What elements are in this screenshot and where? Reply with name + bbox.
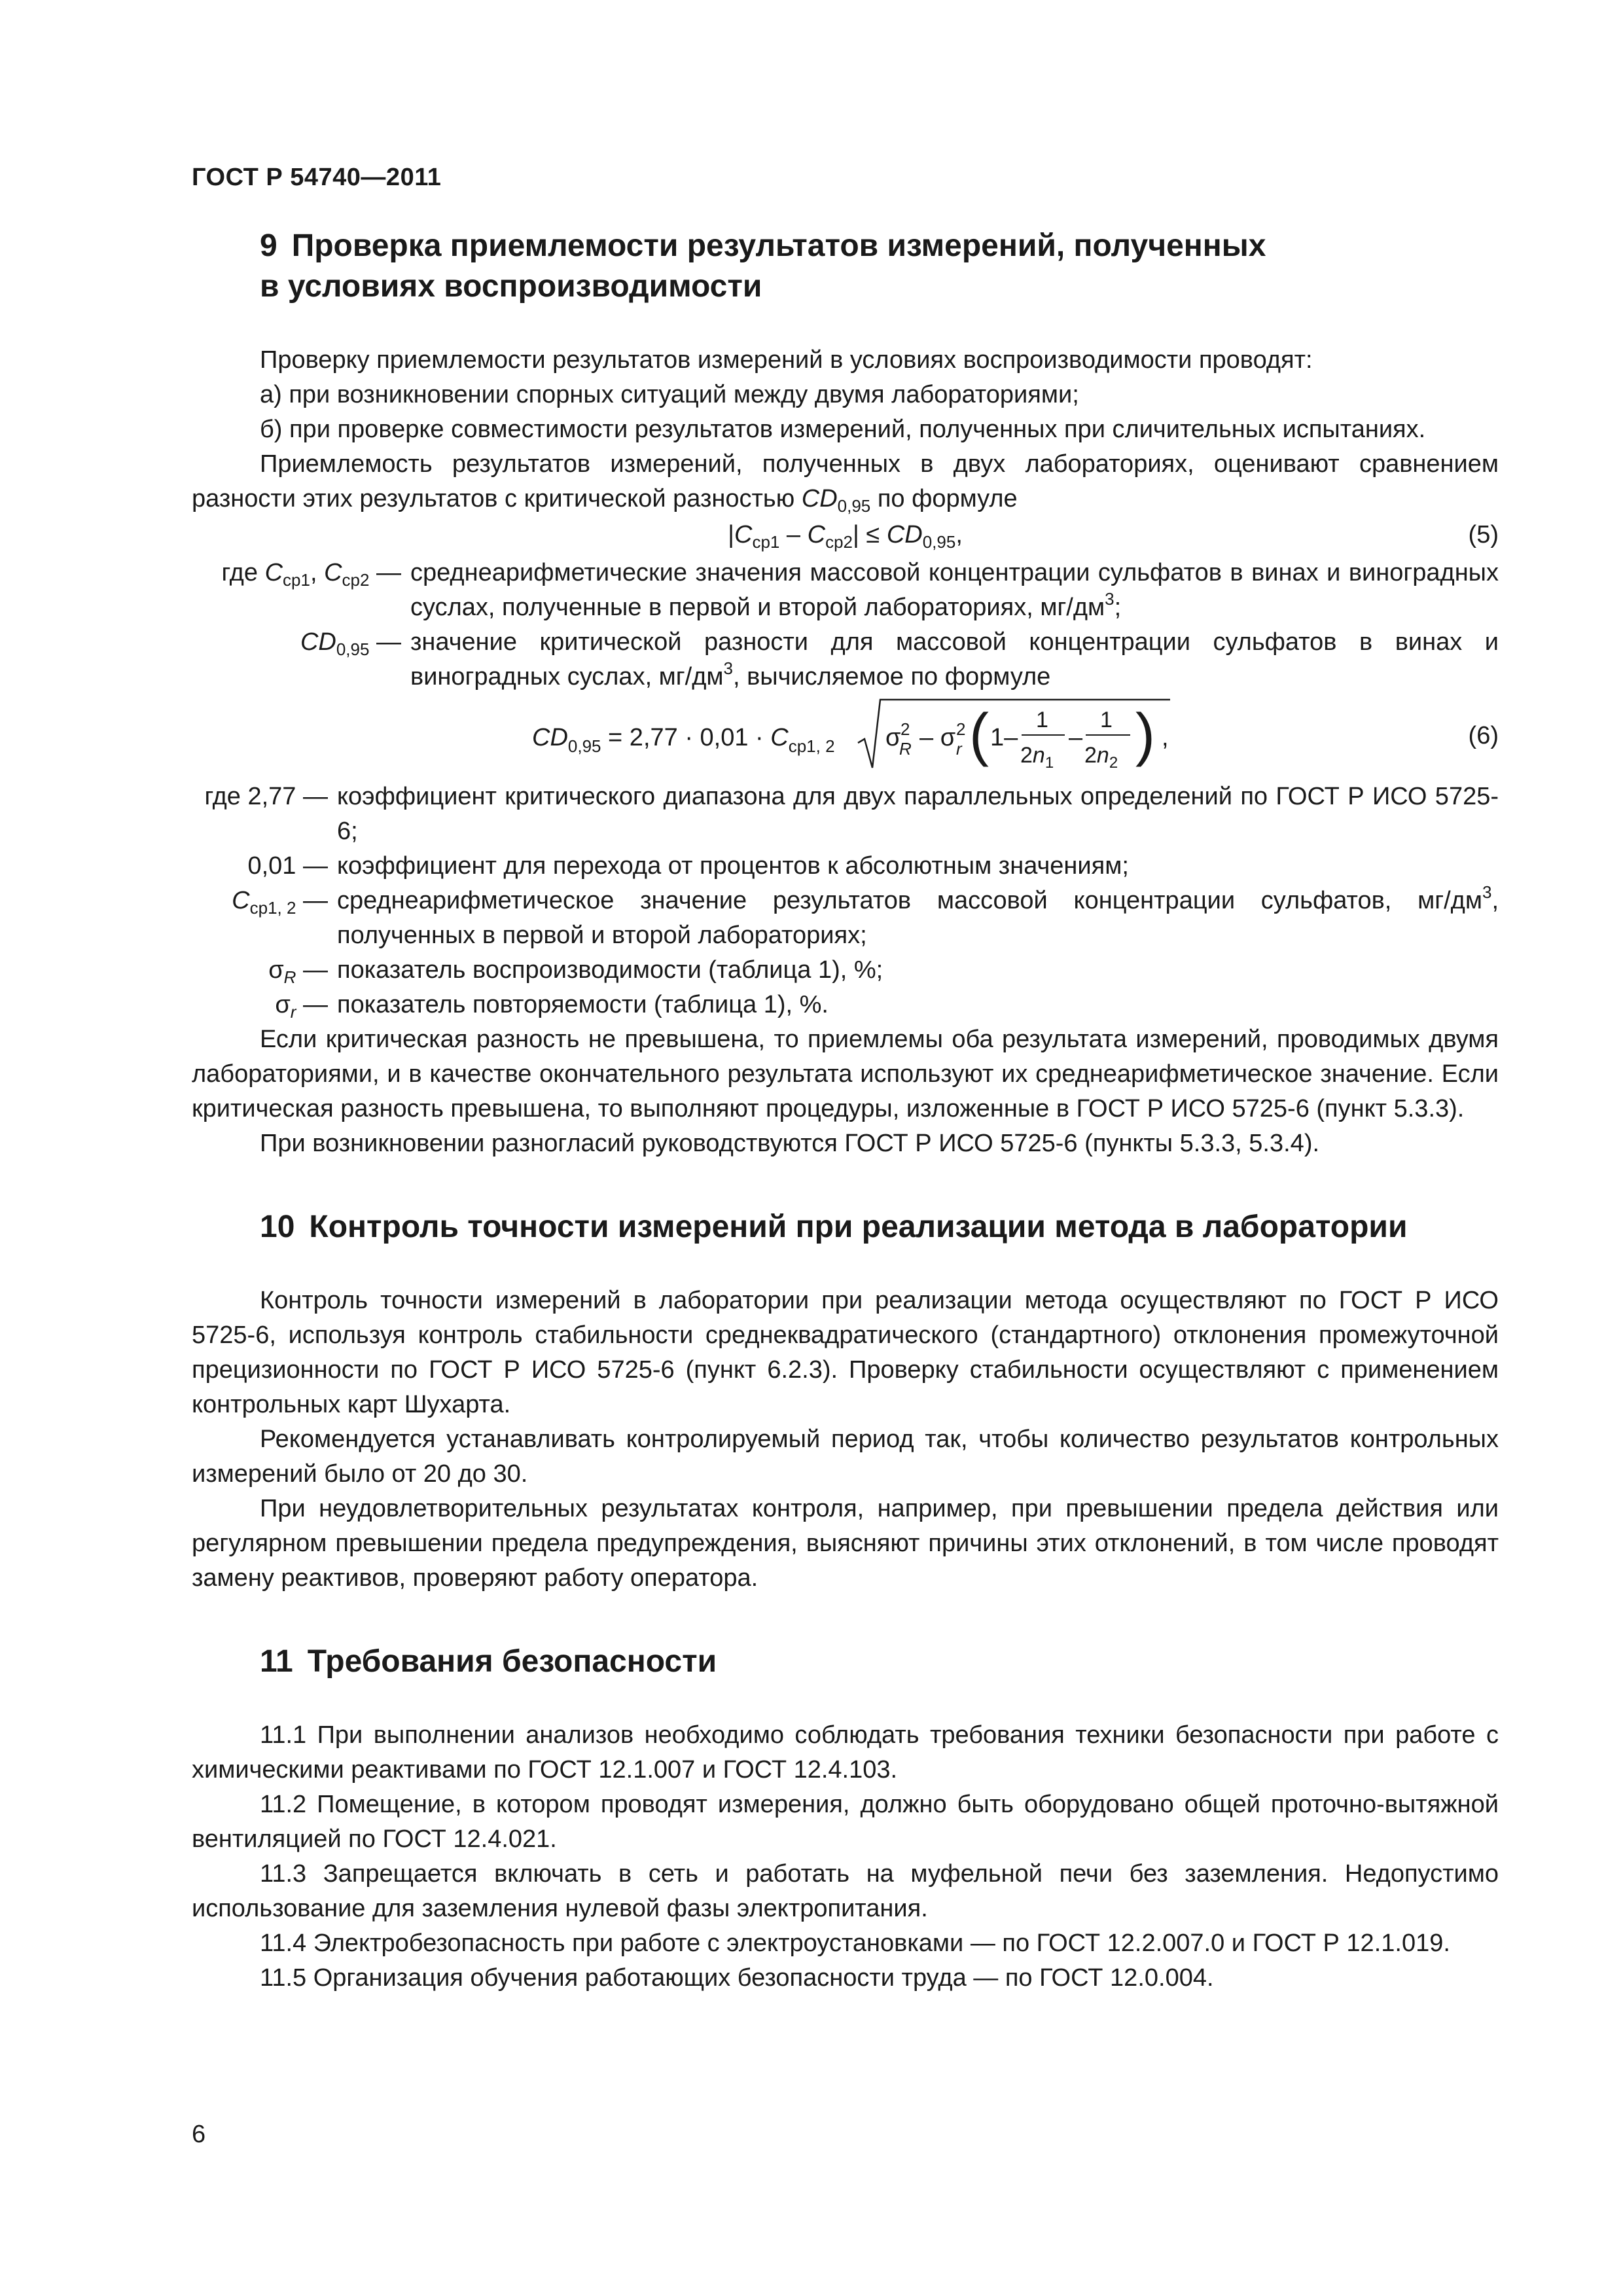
legend-description: значение критической разности для массовой концентрации сульфатов в винах и виноградных суслах, $мг/дм^3$, вычисляемое по формуле <box>410 628 1499 691</box>
clause-11-5: 11.5 Организация обучения работающих безопасности труда — по ГОСТ 12.0.004. <box>260 1964 1214 1992</box>
svg-text:r: r <box>956 739 962 759</box>
formula-6-expression <box>532 694 1173 786</box>
paragraph: Рекомендуется устанавливать контролируемый период так, чтобы количество результатов контрольных измерений было от 20 до 30. <box>192 1426 1499 1488</box>
legend-description: коэффициент для перехода от процентов к абсолютным значениям; <box>337 852 1129 880</box>
svg-text:): ) <box>1135 702 1155 768</box>
formula-5 <box>192 516 1499 556</box>
section-11-heading <box>192 1641 1499 1682</box>
section-10-heading <box>192 1207 1499 1247</box>
legend-description: коэффициент критического диапазона для двух параллельных определений по ГОСТ Р ИСО 5725-6; <box>337 783 1499 845</box>
svg-text:2n1: $2n_1$ <box>1020 743 1054 772</box>
svg-text:R: R <box>899 739 912 759</box>
clause-11-1: 11.1 При выполнении анализов необходимо соблюдать требования техники безопасности при работе с химическими реактивами по ГОСТ 12.1.007 и ГОСТ 12.4.103. <box>192 1721 1499 1784</box>
formula-5-expression: $|C_{ср1} - C_{ср2}| \le CD_{0,95}$, <box>728 521 963 552</box>
svg-text:2: 2 <box>901 719 910 739</box>
legend-description: показатель повторяемости (таблица 1), %. <box>337 991 829 1018</box>
paragraph: Если критическая разность не превышена, то приемлемы оба результата измерений, проводимых двумя лабораториями, и в качестве окончательного результата используют их среднеарифметическое значение. Если критическая разность превышена, то выполняют процедуры, изложенные в ГОСТ Р ИСО 5725-6 (пункт 5.3.3). <box>192 1026 1499 1122</box>
svg-text:1–: 1– <box>990 724 1018 751</box>
legend-description: показатель воспроизводимости (таблица 1), %; <box>337 956 883 984</box>
paragraph: При неудовлетворительных результатах контроля, например, при превышении предела действия или регулярном превышении предела предупреждения, выясняют причины этих отклонений, в том числе проводят замену реактивов, проверяют работу оператора. <box>192 1495 1499 1592</box>
svg-text:1: 1 <box>1100 708 1113 732</box>
document-code: ГОСТ Р 54740—2011 <box>192 164 442 191</box>
legend-term: где 2,77 — <box>204 783 328 810</box>
svg-text:1: 1 <box>1036 708 1048 732</box>
svg-text:(: ( <box>969 702 989 768</box>
clause-11-3: 11.3 Запрещается включать в сеть и работать на муфельной печи без заземления. Недопустимо использование для заземления нулевой фазы электропитания. <box>192 1860 1499 1922</box>
equation-number: (5) <box>1468 521 1499 548</box>
formula-6-legend <box>192 780 1499 1022</box>
section-title-line1: Проверка приемлемости результатов измерений, полученных <box>291 228 1266 263</box>
page-number: 6 <box>192 2121 206 2148</box>
formula-6 <box>192 694 1499 780</box>
legend-term: $\sigma_R$ — <box>268 956 328 987</box>
legend-term: $\sigma_r$ — <box>275 991 328 1022</box>
clause-11-2: 11.2 Помещение, в котором проводят измерения, должно быть оборудовано общей проточно-вытяжной вентиляцией по ГОСТ 12.4.021. <box>192 1791 1499 1853</box>
section-title-line2: в условиях воспроизводимости <box>260 269 762 304</box>
svg-text:2n2: $2n_2$ <box>1084 743 1118 772</box>
legend-term: где $C_{ср1}$, $C_{ср2}$ — <box>221 559 401 590</box>
paragraph-with-formula-ref: Приемлемость результатов измерений, полученных в двух лабораториях, оценивают сравнением разности этих результатов с критической разностью $CD_{0,95}$ по формуле <box>192 450 1499 516</box>
formula-5-legend <box>192 556 1499 694</box>
legend-term: $CD_{0,95}$ — <box>300 628 401 659</box>
paragraph: При возникновении разногласий руководствуются ГОСТ Р ИСО 5725-6 (пункты 5.3.3, 5.3.4). <box>260 1130 1320 1157</box>
svg-text:–: – <box>1069 724 1083 751</box>
paragraph: Контроль точности измерений в лаборатории при реализации метода осуществляют по ГОСТ Р ИСО 5725-6, используя контроль стабильности среднеквадратического (стандартного) отклонения промежуточной прецизионности по ГОСТ Р ИСО 5725-6 (пункт 6.2.3). Проверку стабильности осуществляют с применением контрольных карт Шухарта. <box>192 1287 1499 1418</box>
section-9-heading <box>192 226 1499 307</box>
list-item-b: б) при проверке совместимости результатов измерений, полученных при сличительных испытаниях. <box>260 416 1426 443</box>
svg-text:– σ: – σ <box>919 724 956 751</box>
legend-term: $C_{ср1, 2}$ — <box>232 887 328 918</box>
section-number: 10 <box>260 1210 295 1244</box>
section-number: 11 <box>260 1644 293 1679</box>
paragraph: Проверку приемлемости результатов измерений в условиях воспроизводимости проводят: <box>260 346 1313 374</box>
svg-text:σ: σ <box>885 724 901 751</box>
section-number: 9 <box>260 228 277 263</box>
legend-description: среднеарифметическое значение результатов массовой концентрации сульфатов, $мг/дм^3$, полученных в первой и второй лабораториях; <box>337 882 1499 949</box>
svg-text:CD0,95 = 2,77 · 0,01 · Cср1, 2: $CD_{0,95} = 2,77 \cdot 0,01 \cdot C_{ср1, 2}$ <box>532 724 835 756</box>
page-content <box>192 226 1499 1996</box>
clause-11-4: 11.4 Электробезопасность при работе с электроустановками — по ГОСТ 12.2.007.0 и ГОСТ Р 12.1.019. <box>260 1929 1450 1957</box>
svg-text:,: , <box>1162 724 1169 751</box>
list-item-a: а) при возникновении спорных ситуаций между двумя лабораториями; <box>260 381 1079 408</box>
formula-6-svg <box>532 694 1173 780</box>
svg-text:2: 2 <box>956 719 966 739</box>
legend-description: среднеарифметические значения массовой концентрации сульфатов в винах и виноградных суслах, полученные в первой и второй лабораториях, $мг/дм^3$; <box>410 559 1499 621</box>
equation-number: (6) <box>1468 722 1499 749</box>
section-title: Контроль точности измерений при реализации метода в лаборатории <box>309 1210 1408 1244</box>
section-title: Требования безопасности <box>307 1644 717 1679</box>
legend-term: 0,01 — <box>247 852 328 880</box>
